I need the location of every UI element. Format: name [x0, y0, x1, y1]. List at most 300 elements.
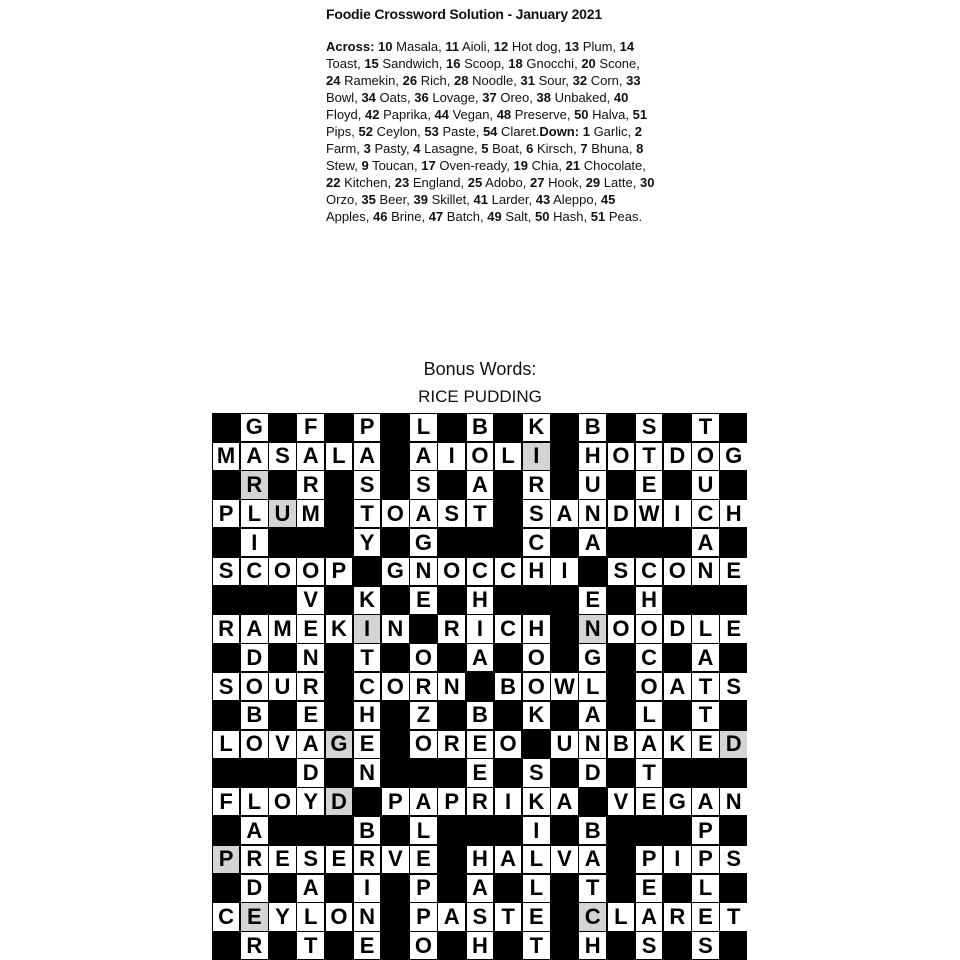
grid-cell: H — [467, 846, 494, 873]
grid-cell: T — [636, 759, 663, 786]
grid-cell: U — [551, 731, 578, 758]
grid-cell: H — [354, 702, 381, 729]
clue-number: 30 — [639, 175, 655, 190]
grid-cell: P — [410, 903, 437, 930]
grid-cell: B — [467, 702, 494, 729]
grid-cell: R — [438, 731, 465, 758]
grid-cell: D — [664, 615, 691, 642]
clue-answer: Aleppo — [553, 192, 594, 207]
grid-cell: T — [720, 903, 747, 930]
grid-cell: S — [608, 558, 635, 585]
grid-cell: E — [297, 702, 324, 729]
grid-cell: E — [467, 731, 494, 758]
grid-cell: N — [354, 903, 381, 930]
clue-number: 54 — [482, 124, 498, 139]
clue-number: 4 — [413, 141, 421, 156]
grid-cell: H — [523, 615, 550, 642]
grid-cell: L — [241, 788, 268, 815]
clue-answer: Adobo — [485, 175, 523, 190]
grid-cell: A — [692, 788, 719, 815]
grid-cell: G — [241, 414, 268, 441]
clue-answer: Toucan — [372, 158, 414, 173]
grid-cell: P — [692, 817, 719, 844]
grid-cell-bonus: N — [579, 615, 606, 642]
clue-number: 22 — [326, 175, 341, 190]
grid-cell: O — [410, 932, 437, 959]
grid-cell: S — [354, 471, 381, 498]
grid-cell: S — [636, 932, 663, 959]
grid-cell: O — [636, 615, 663, 642]
grid-cell: B — [579, 414, 606, 441]
grid-cell: R — [467, 788, 494, 815]
grid-cell: G — [664, 788, 691, 815]
grid-cell: N — [410, 558, 437, 585]
clue-answer: Kitchen — [344, 175, 388, 190]
grid-cell: O — [636, 673, 663, 700]
grid-cell: G — [720, 443, 747, 470]
grid-cell: H — [467, 932, 494, 959]
grid-cell: L — [495, 443, 522, 470]
grid-cell: A — [467, 644, 494, 671]
clue-number: 19 — [513, 158, 529, 173]
grid-cell: H — [579, 443, 606, 470]
grid-cell: N — [579, 500, 606, 527]
clue-number: 2 — [634, 124, 642, 139]
grid-cell: O — [382, 673, 409, 700]
clue-answer: Floyd — [326, 107, 358, 122]
grid-cell: A — [579, 529, 606, 556]
clue-number: 16 — [446, 56, 461, 71]
down-answers: 1 Garlic, 2 Farm, 3 Pasty, 4 Lasagne, 5 Boat, 6 Kirsch, 7 Bhuna, 8 Stew, 9 Toucan, 17 Oven-ready, 19 Chia, 21 Chocolate, 22 Kitchen, 23 England, 25 Adobo, 27 Hook, 29 Latte, 30 Orzo, 35 Beer, 39 Skillet, 41 Larder, 43 Aleppo, 45 Apples, 46 Brine, 47 Batch, 49 Salt, 50 Hash, 51 Peas. — [326, 124, 655, 224]
grid-cell: C — [495, 558, 522, 585]
clue-number: 24 — [326, 73, 341, 88]
grid-cell: A — [579, 846, 606, 873]
clue-number: 11 — [445, 39, 460, 54]
grid-cell: S — [636, 414, 663, 441]
grid-cell: E — [692, 731, 719, 758]
grid-cell: R — [241, 846, 268, 873]
clue-answer: Orzo — [326, 192, 355, 207]
grid-cell: N — [720, 788, 747, 815]
grid-cell: O — [692, 443, 719, 470]
grid-cell: I — [523, 817, 550, 844]
grid-cell: L — [692, 615, 719, 642]
clue-answer: Latte — [603, 175, 633, 190]
grid-cell: P — [692, 846, 719, 873]
grid-cell: D — [241, 875, 268, 902]
grid-cell: N — [692, 558, 719, 585]
grid-cell: T — [692, 414, 719, 441]
grid-cell: I — [241, 529, 268, 556]
clue-answer: Oats — [379, 90, 407, 105]
grid-cell: E — [410, 587, 437, 614]
grid-cell: K — [354, 587, 381, 614]
clue-number: 10 — [378, 39, 393, 54]
clue-answer: Batch — [446, 209, 481, 224]
grid-cell: C — [692, 500, 719, 527]
clue-answer: Oreo — [500, 90, 530, 105]
grid-cell: R — [354, 846, 381, 873]
grid-cell: L — [213, 731, 240, 758]
grid-cell: O — [523, 673, 550, 700]
grid-cell: R — [523, 471, 550, 498]
grid-cell: T — [297, 932, 324, 959]
grid-cell: A — [495, 846, 522, 873]
grid-cell: I — [438, 443, 465, 470]
grid-cell: E — [297, 615, 324, 642]
clue-answer: Ceylon — [376, 124, 418, 139]
across-answers: 10 Masala, 11 Aioli, 12 Hot dog, 13 Plum, 14 Toast, 15 Sandwich, 16 Scoop, 18 Gnocchi, 20 Scone, 24 Ramekin, 26 Rich, 28 Noodle, 31 Sour, 32 Corn, 33 Bowl, 34 Oats, 36 Lovage, 37 Oreo, 38 Unbaked, 40 Floyd, 42 Paprika, 44 Vegan, 48 Preserve, 50 Halva, 51 Pips, 52 Ceylon, 53 Paste, 54 Claret. — [326, 39, 648, 139]
clue-number: 9 — [361, 158, 369, 173]
grid-cell: T — [354, 644, 381, 671]
grid-cell: G — [579, 644, 606, 671]
grid-cell: B — [467, 414, 494, 441]
grid-cell: O — [269, 788, 296, 815]
grid-cell: C — [354, 673, 381, 700]
clue-number: 7 — [580, 141, 588, 156]
grid-cell: O — [608, 615, 635, 642]
clue-answer: Hot dog — [511, 39, 558, 54]
grid-cell: I — [664, 500, 691, 527]
grid-cell: W — [636, 500, 663, 527]
grid-cell: U — [269, 673, 296, 700]
grid-cell: C — [213, 903, 240, 930]
across-label: Across: — [326, 39, 375, 54]
grid-cell: L — [326, 443, 353, 470]
grid-cell: L — [410, 817, 437, 844]
grid-cell: S — [213, 673, 240, 700]
grid-cell: L — [636, 702, 663, 729]
grid-cell-bonus: G — [326, 731, 353, 758]
grid-cell: L — [410, 414, 437, 441]
clue-number: 50 — [574, 107, 589, 122]
grid-cell: I — [551, 558, 578, 585]
grid-cell: A — [438, 903, 465, 930]
clue-answer: Garlic — [593, 124, 628, 139]
grid-cell-bonus: P — [213, 846, 240, 873]
grid-cell: N — [438, 673, 465, 700]
grid-cell: I — [354, 875, 381, 902]
grid-cell: A — [692, 644, 719, 671]
grid-cell: E — [269, 846, 296, 873]
grid-cell: E — [354, 731, 381, 758]
clue-number: 14 — [619, 39, 635, 54]
clue-number: 29 — [585, 175, 601, 190]
clue-answer: Skillet — [431, 192, 467, 207]
clue-answer: Hash — [553, 209, 584, 224]
grid-cell: A — [636, 903, 663, 930]
clue-answer: Halva — [592, 107, 626, 122]
grid-cell: D — [608, 500, 635, 527]
clue-answer: Bhuna — [591, 141, 629, 156]
clue-answer: Unbaked — [554, 90, 607, 105]
grid-cell-bonus: C — [579, 903, 606, 930]
clue-number: 3 — [363, 141, 371, 156]
grid-cell: S — [720, 846, 747, 873]
grid-cell: O — [467, 443, 494, 470]
grid-cell: T — [495, 903, 522, 930]
clue-number: 47 — [428, 209, 444, 224]
clue-number: 21 — [565, 158, 581, 173]
clue-number: 18 — [508, 56, 523, 71]
grid-cell: V — [551, 846, 578, 873]
grid-cell: O — [241, 731, 268, 758]
clue-answer: Pasty — [374, 141, 407, 156]
grid-cell: S — [438, 500, 465, 527]
grid-cell: V — [269, 731, 296, 758]
clue-answer: Boat — [492, 141, 519, 156]
grid-cell: O — [326, 903, 353, 930]
bonus-heading: Bonus Words: — [423, 359, 537, 379]
clue-number: 46 — [373, 209, 388, 224]
grid-cell: E — [636, 875, 663, 902]
grid-cell: P — [382, 788, 409, 815]
grid-cell: E — [354, 932, 381, 959]
grid-cell: P — [410, 875, 437, 902]
grid-cell: P — [326, 558, 353, 585]
clue-answer: Salt — [505, 209, 528, 224]
grid-cell: S — [523, 500, 550, 527]
clue-answer: Vegan — [452, 107, 490, 122]
grid-cell: K — [523, 414, 550, 441]
grid-cell: A — [354, 443, 381, 470]
clue-number: 50 — [535, 209, 550, 224]
grid-cell: P — [438, 788, 465, 815]
grid-cell: M — [213, 443, 240, 470]
clue-answer: Brine — [391, 209, 422, 224]
clue-number: 32 — [572, 73, 588, 88]
grid-cell: U — [692, 471, 719, 498]
grid-cell: L — [608, 903, 635, 930]
grid-cell: B — [579, 817, 606, 844]
grid-cell: B — [354, 817, 381, 844]
clue-answer: Lovage — [432, 90, 475, 105]
grid-cell: C — [636, 644, 663, 671]
clue-answer: Scoop — [464, 56, 502, 71]
grid-cell: P — [213, 500, 240, 527]
clue-number: 5 — [481, 141, 489, 156]
grid-cell: H — [467, 587, 494, 614]
grid-cell: N — [579, 731, 606, 758]
clue-number: 20 — [581, 56, 596, 71]
grid-cell: K — [664, 731, 691, 758]
clue-answer: Oven-ready — [439, 158, 507, 173]
grid-cell: E — [720, 615, 747, 642]
clue-number: 52 — [358, 124, 374, 139]
clue-number: 8 — [636, 141, 644, 156]
clue-number: 13 — [564, 39, 580, 54]
grid-cell: O — [410, 731, 437, 758]
clue-answer: England — [412, 175, 461, 190]
grid-cell: A — [297, 443, 324, 470]
grid-cell: H — [579, 932, 606, 959]
grid-cell: R — [438, 615, 465, 642]
grid-cell: B — [495, 673, 522, 700]
grid-cell: O — [410, 644, 437, 671]
clue-number: 43 — [535, 192, 551, 207]
clue-number: 40 — [613, 90, 629, 105]
grid-cell: S — [467, 903, 494, 930]
grid-cell: S — [297, 846, 324, 873]
clue-answer: Claret — [501, 124, 536, 139]
clue-number: 49 — [487, 209, 502, 224]
grid-cell: C — [241, 558, 268, 585]
grid-cell: Y — [269, 903, 296, 930]
grid-cell-bonus: R — [241, 471, 268, 498]
grid-cell: O — [241, 673, 268, 700]
grid-cell: W — [551, 673, 578, 700]
grid-cell: D — [241, 644, 268, 671]
clue-answer: Paste — [442, 124, 476, 139]
clue-answer: Chocolate — [583, 158, 643, 173]
grid-cell: F — [297, 414, 324, 441]
grid-cell: A — [636, 731, 663, 758]
grid-cell: E — [636, 471, 663, 498]
grid-cell: T — [354, 500, 381, 527]
clue-number: 51 — [590, 209, 606, 224]
grid-cell: F — [213, 788, 240, 815]
grid-cell: A — [410, 443, 437, 470]
grid-cell: K — [523, 702, 550, 729]
clue-answer: Rich — [420, 73, 447, 88]
grid-cell: O — [664, 558, 691, 585]
grid-cell: A — [241, 817, 268, 844]
grid-cell: L — [692, 875, 719, 902]
clue-answer: Kirsch — [536, 141, 574, 156]
clue-answer: Gnocchi — [526, 56, 575, 71]
grid-cell: T — [523, 932, 550, 959]
grid-cell: A — [410, 788, 437, 815]
clue-answers — [326, 38, 656, 225]
grid-cell: O — [269, 558, 296, 585]
clue-number: 31 — [520, 73, 536, 88]
clue-answer: Pips — [326, 124, 352, 139]
grid-cell: R — [241, 932, 268, 959]
clue-number: 12 — [493, 39, 509, 54]
grid-cell: A — [297, 731, 324, 758]
grid-cell: A — [664, 673, 691, 700]
grid-cell: L — [523, 875, 550, 902]
grid-cell: T — [467, 500, 494, 527]
grid-cell-bonus: I — [354, 615, 381, 642]
grid-cell: C — [467, 558, 494, 585]
grid-cell: L — [241, 500, 268, 527]
clue-number: 17 — [421, 158, 436, 173]
grid-cell: S — [269, 443, 296, 470]
grid-cell: A — [297, 875, 324, 902]
grid-cell: A — [467, 471, 494, 498]
clue-number: 33 — [626, 73, 641, 88]
grid-cell: L — [523, 846, 550, 873]
grid-cell: R — [297, 471, 324, 498]
grid-cell-bonus: I — [523, 443, 550, 470]
clue-answer: Sour — [538, 73, 566, 88]
clue-answer: Sandwich — [382, 56, 439, 71]
grid-cell: T — [579, 875, 606, 902]
grid-cell: L — [579, 673, 606, 700]
clue-answer: Plum — [582, 39, 613, 54]
clue-number: 6 — [526, 141, 534, 156]
clue-number: 39 — [413, 192, 428, 207]
grid-cell: A — [551, 788, 578, 815]
grid-cell: Y — [354, 529, 381, 556]
clue-number: 23 — [394, 175, 410, 190]
clue-answer: Paprika — [383, 107, 428, 122]
grid-cell: B — [608, 731, 635, 758]
grid-cell: R — [297, 673, 324, 700]
grid-cell-bonus: D — [326, 788, 353, 815]
page-title: Foodie Crossword Solution - January 2021 — [326, 6, 602, 22]
clue-number: 28 — [454, 73, 469, 88]
clue-answer: Scone — [599, 56, 637, 71]
grid-cell: E — [720, 558, 747, 585]
clue-answer: Stew — [326, 158, 355, 173]
clue-number: 37 — [482, 90, 497, 105]
grid-cell: T — [692, 702, 719, 729]
grid-cell: O — [608, 443, 635, 470]
clue-number: 42 — [365, 107, 380, 122]
clue-number: 1 — [582, 124, 590, 139]
grid-cell: O — [382, 500, 409, 527]
clue-number: 51 — [632, 107, 648, 122]
clue-answer: Larder — [491, 192, 529, 207]
grid-cell: E — [692, 903, 719, 930]
clue-answer: Bowl — [326, 90, 355, 105]
grid-cell: L — [297, 903, 324, 930]
grid-cell: C — [523, 529, 550, 556]
grid-cell: Z — [410, 702, 437, 729]
grid-cell: N — [354, 759, 381, 786]
grid-cell: S — [410, 471, 437, 498]
clue-answer: Chia — [531, 158, 559, 173]
clue-number: 25 — [467, 175, 483, 190]
clue-number: 27 — [530, 175, 545, 190]
clue-number: 45 — [600, 192, 616, 207]
clue-number: 15 — [364, 56, 379, 71]
grid-cell: S — [692, 932, 719, 959]
clue-answer: Toast — [326, 56, 358, 71]
clue-number: 26 — [402, 73, 418, 88]
grid-cell: S — [720, 673, 747, 700]
grid-cell: S — [213, 558, 240, 585]
grid-cell: A — [241, 615, 268, 642]
grid-cell: K — [326, 615, 353, 642]
grid-cell: M — [269, 615, 296, 642]
grid-cell: A — [467, 875, 494, 902]
bonus-words: RICE PUDDING — [418, 387, 542, 406]
grid-cell: A — [692, 529, 719, 556]
clue-answer: Preserve — [514, 107, 567, 122]
grid-cell: T — [692, 673, 719, 700]
grid-cell: M — [297, 500, 324, 527]
grid-cell: A — [241, 443, 268, 470]
grid-cell: R — [410, 673, 437, 700]
grid-cell: E — [410, 846, 437, 873]
grid-cell: I — [664, 846, 691, 873]
grid-cell: E — [326, 846, 353, 873]
grid-cell: B — [241, 702, 268, 729]
clue-number: 35 — [361, 192, 376, 207]
grid-cell: T — [636, 443, 663, 470]
grid-cell: O — [495, 731, 522, 758]
clue-answer: Apples — [326, 209, 366, 224]
grid-cell: H — [636, 587, 663, 614]
grid-cell: R — [664, 903, 691, 930]
grid-cell: G — [382, 558, 409, 585]
grid-cell: N — [297, 644, 324, 671]
grid-cell: O — [523, 644, 550, 671]
grid-cell: N — [382, 615, 409, 642]
